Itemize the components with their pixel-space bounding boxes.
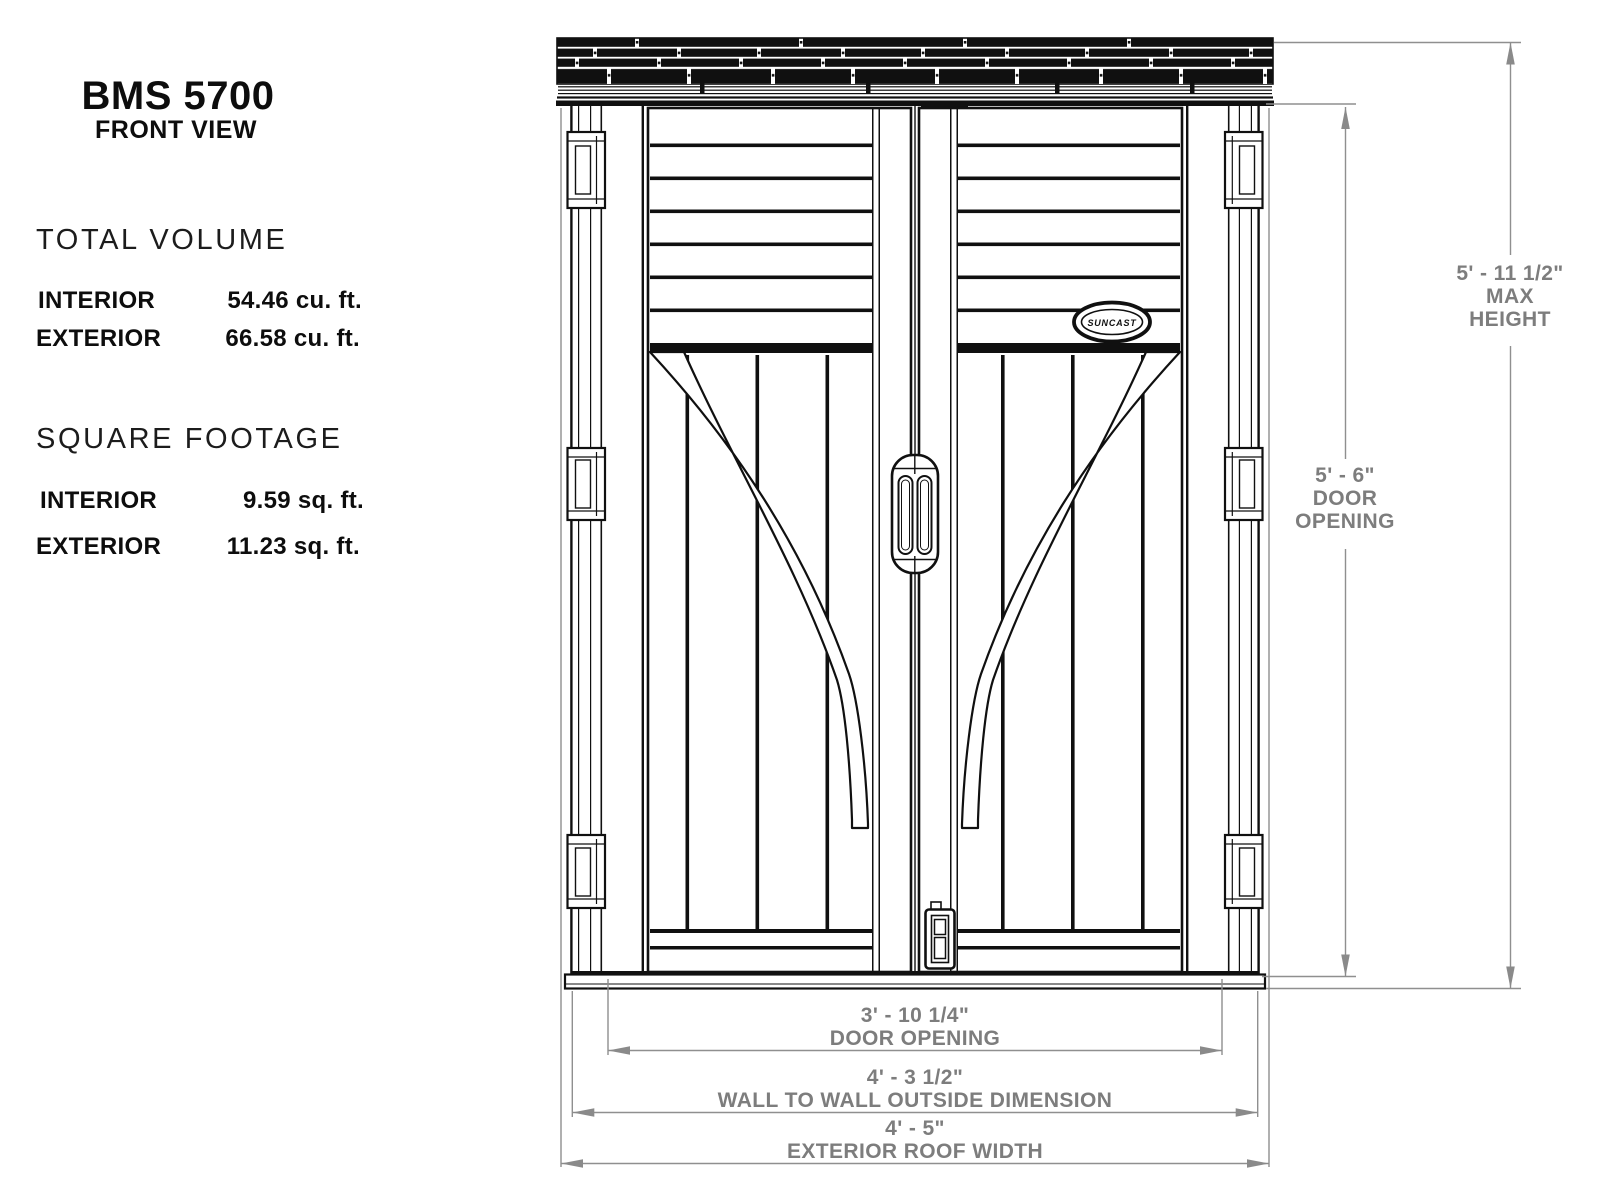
exterior-volume-label: EXTERIOR <box>36 325 162 352</box>
exterior-volume-row <box>36 325 360 353</box>
roof-shingles <box>557 38 1273 85</box>
base-rail <box>565 971 1265 989</box>
max-height-value: 5' - 11 1/2" <box>1456 262 1564 285</box>
max-height-dimension <box>1456 262 1563 331</box>
dim-line-door-opening-height <box>1341 107 1350 977</box>
wall-to-wall-value: 4' - 3 1/2" <box>866 1066 964 1089</box>
exterior-footage-label: EXTERIOR <box>36 533 162 560</box>
view-label: FRONT VIEW <box>95 116 257 144</box>
wall-to-wall-label: WALL TO WALL OUTSIDE DIMENSION <box>717 1089 1113 1112</box>
exterior-roof-width-dimension <box>787 1117 1043 1163</box>
exterior-footage-row <box>36 533 360 561</box>
interior-footage-value: 9.59 sq. ft. <box>243 487 364 514</box>
interior-footage-label: INTERIOR <box>40 487 158 514</box>
max-height-label-1: MAX <box>1486 285 1534 308</box>
page-title: BMS 5700 <box>81 74 275 118</box>
exterior-volume-value: 66.58 cu. ft. <box>225 325 360 352</box>
interior-volume-label: INTERIOR <box>38 287 156 314</box>
door-opening-width-value: 3' - 10 1/4" <box>860 1004 970 1027</box>
exterior-roof-width-value: 4' - 5" <box>885 1117 945 1140</box>
left-wall-hinge-bottom <box>568 835 606 908</box>
square-footage-heading: SQUARE FOOTAGE <box>36 423 343 455</box>
door-latch <box>926 902 955 969</box>
door-opening-width-label: DOOR OPENING <box>829 1027 1001 1050</box>
total-volume-heading: TOTAL VOLUME <box>36 224 288 256</box>
door-opening-height-value: 5' - 6" <box>1315 464 1375 487</box>
wall-to-wall-dimension <box>718 1066 1113 1112</box>
right-wall-hinge-top <box>1225 132 1263 208</box>
interior-volume-value: 54.46 cu. ft. <box>227 287 362 314</box>
right-wall-hinge-middle <box>1225 448 1263 520</box>
left-door <box>648 108 911 972</box>
interior-footage-row <box>40 487 364 515</box>
exterior-roof-width-label: EXTERIOR ROOF WIDTH <box>786 1140 1044 1163</box>
suncast-logo <box>1074 303 1150 342</box>
max-height-label-2: HEIGHT <box>1469 308 1551 331</box>
interior-volume-row <box>38 287 362 315</box>
door-handle <box>892 455 938 573</box>
dim-line-max-height <box>1506 43 1515 989</box>
logo-text: SUNCAST <box>1087 318 1137 328</box>
door-opening-height-label-1: DOOR <box>1312 487 1378 510</box>
door-opening-height-dimension <box>1295 464 1395 533</box>
door-opening-height-label-2: OPENING <box>1295 510 1395 533</box>
right-wall-hinge-bottom <box>1225 835 1263 908</box>
door-opening-width-dimension <box>830 1004 1000 1050</box>
left-wall-hinge-top <box>568 132 606 208</box>
left-wall-hinge-middle <box>568 448 606 520</box>
exterior-footage-value: 11.23 sq. ft. <box>226 533 360 560</box>
right-door <box>919 108 1182 972</box>
